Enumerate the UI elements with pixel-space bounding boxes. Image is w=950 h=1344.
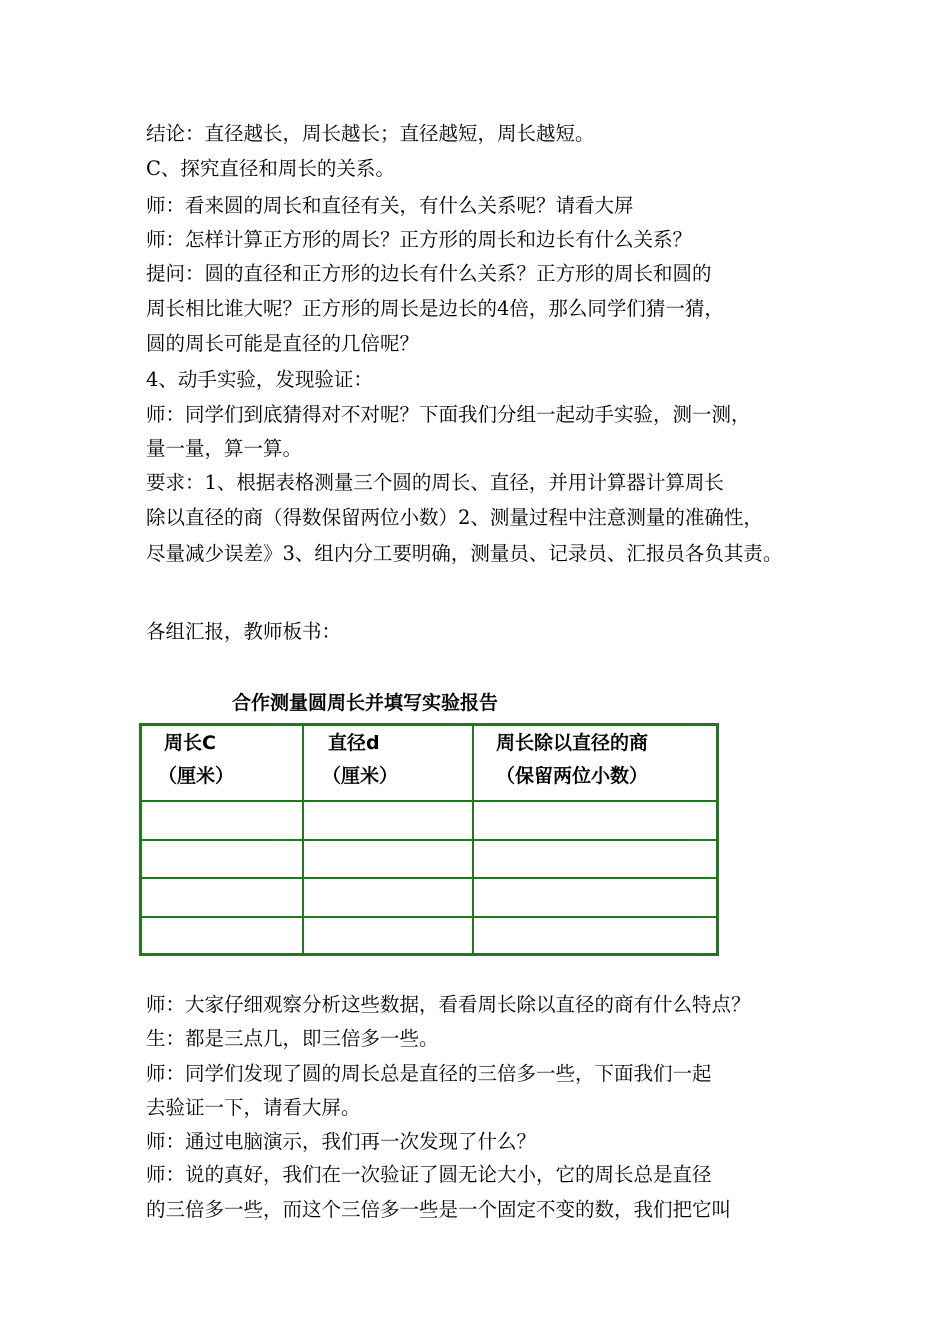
header-circumference: 周长C	[164, 732, 216, 754]
table-cell[interactable]	[474, 802, 716, 839]
paragraph-line: 各组汇报，教师板书：	[146, 620, 342, 643]
paragraph-line: 要求：1、根据表格测量三个圆的周长、直径，并用计算器计算周长	[146, 471, 724, 494]
paragraph-line: 师：同学们发现了圆的周长总是直径的三倍多一些，下面我们一起	[146, 1062, 712, 1085]
paragraph-line: 师：看来圆的周长和直径有关，有什么关系呢？请看大屏	[146, 194, 634, 217]
paragraph-line: 尽量减少误差》3、组内分工要明确，测量员、记录员、汇报员各负其责。	[146, 542, 783, 565]
header-quotient-note: （保留两位小数）	[496, 765, 649, 787]
table-cell[interactable]	[142, 802, 302, 839]
paragraph-line: 师：大家仔细观察分析这些数据，看看周长除以直径的商有什么特点？	[146, 993, 751, 1016]
paragraph-line: 提问：圆的直径和正方形的边长有什么关系？正方形的周长和圆的	[146, 262, 712, 285]
paragraph-line: 除以直径的商（得数保留两位小数）2、测量过程中注意测量的准确性，	[146, 506, 763, 529]
paragraph-line: 周长相比谁大呢？正方形的周长是边长的4倍，那么同学们猜一猜，	[146, 297, 724, 320]
paragraph-line: 的三倍多一些，而这个三倍多一些是一个固定不变的数，我们把它叫	[146, 1198, 732, 1221]
experiment-report-table	[139, 723, 719, 956]
header-circumference-unit: （厘米）	[158, 765, 235, 787]
paragraph-line: 量一量，算一算。	[146, 437, 303, 460]
table-cell[interactable]	[304, 802, 472, 839]
paragraph-line: 生：都是三点几，即三倍多一些。	[146, 1027, 439, 1050]
header-diameter-unit: （厘米）	[322, 765, 399, 787]
paragraph-line: 师：说的真好，我们在一次验证了圆无论大小，它的周长总是直径	[146, 1163, 712, 1186]
paragraph-line: 师：怎样计算正方形的周长？正方形的周长和边长有什么关系？	[146, 228, 693, 251]
table-caption: 合作测量圆周长并填写实验报告	[232, 692, 499, 714]
section-heading: 4、动手实验，发现验证：	[146, 368, 373, 391]
table-row-divider	[142, 916, 716, 918]
header-diameter: 直径d	[328, 732, 380, 754]
table-row-divider	[142, 877, 716, 879]
paragraph-line: 师：同学们到底猜得对不对呢？下面我们分组一起动手实验，测一测，	[146, 403, 751, 426]
table-row-divider	[142, 839, 716, 841]
header-quotient: 周长除以直径的商	[496, 732, 649, 754]
paragraph-line: 去验证一下，请看大屏。	[146, 1096, 361, 1119]
paragraph-line: 圆的周长可能是直径的几倍呢？	[146, 332, 420, 355]
paragraph-line: 结论：直径越长，周长越长；直径越短，周长越短。	[146, 122, 595, 145]
paragraph-line: C、探究直径和周长的关系。	[146, 157, 395, 180]
paragraph-line: 师：通过电脑演示，我们再一次发现了什么？	[146, 1130, 537, 1153]
